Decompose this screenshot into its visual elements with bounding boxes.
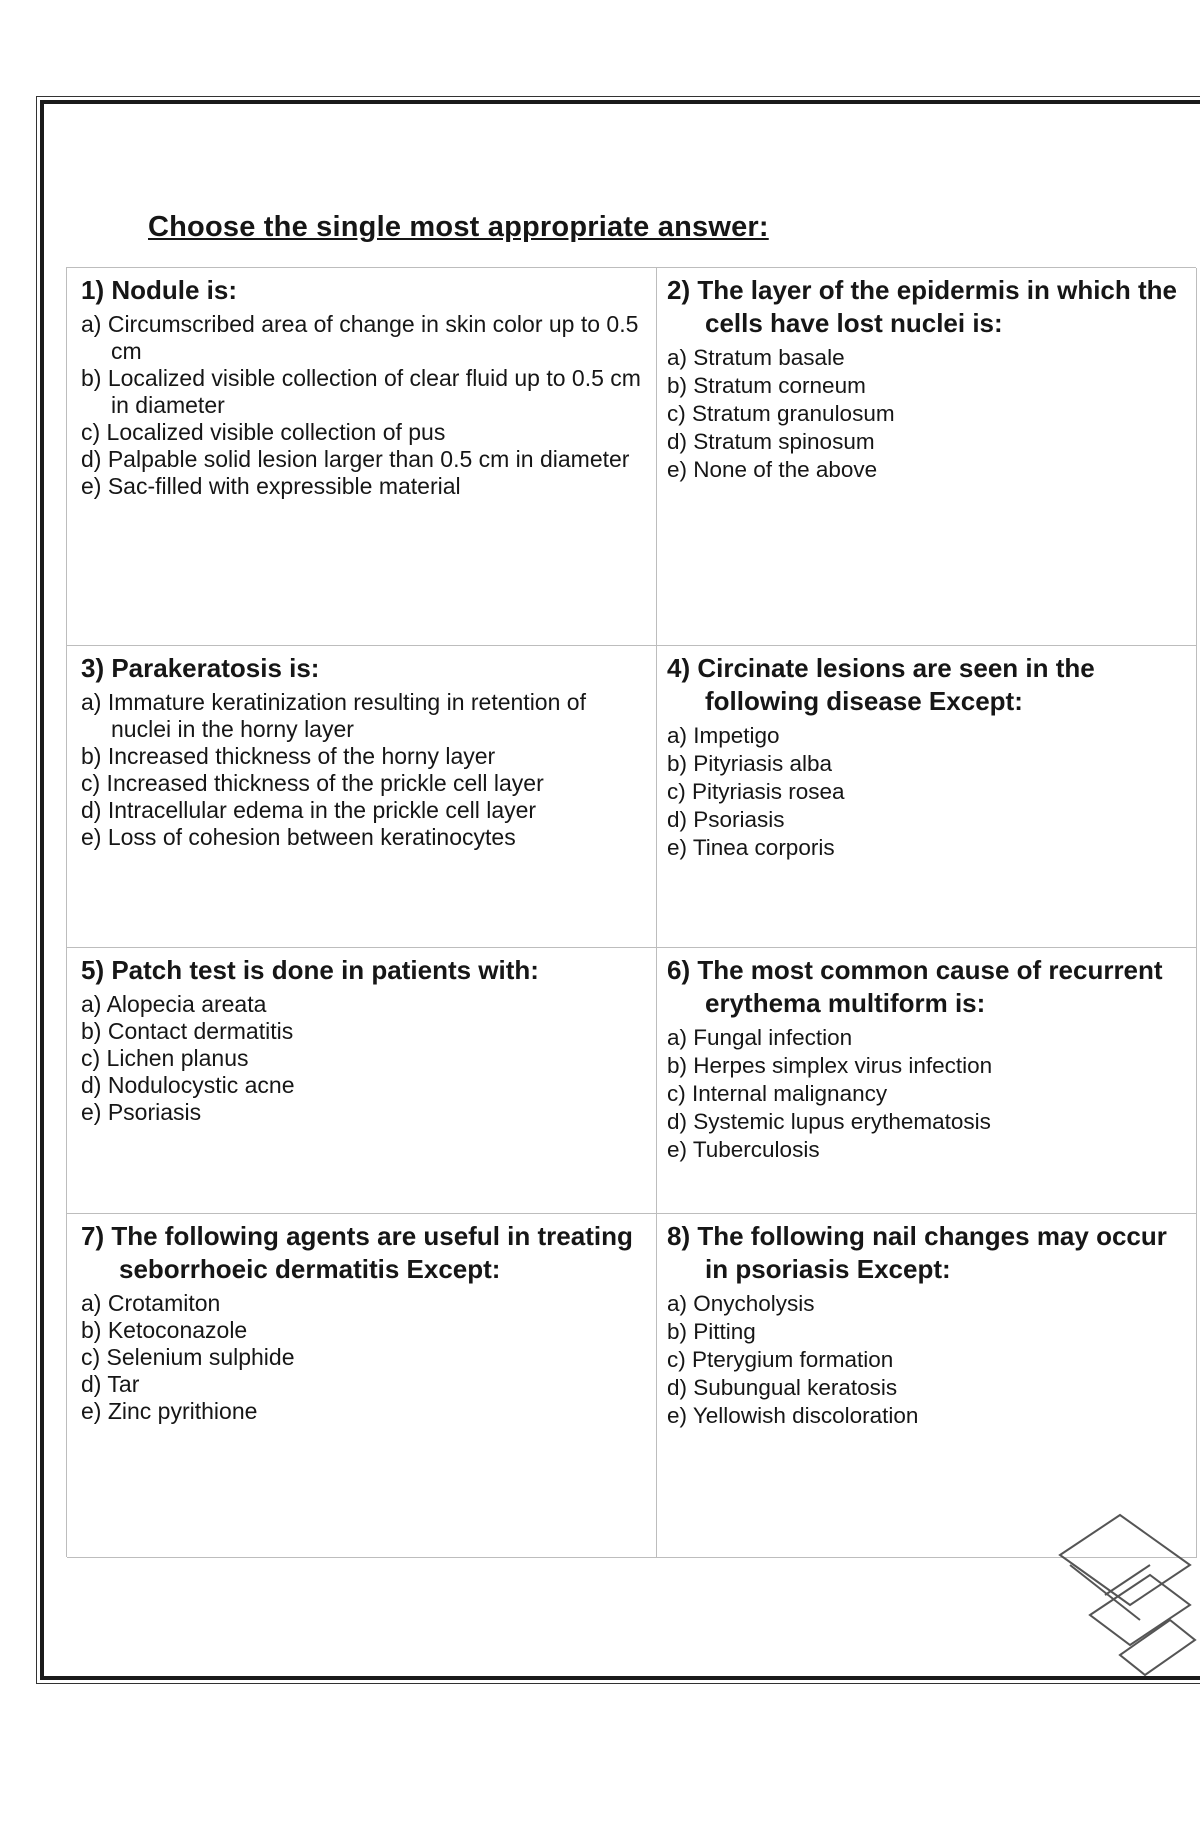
answer-option: a) Immature keratinization resulting in retention of nuclei in the horny layer — [81, 689, 586, 742]
answer-option: e) Psoriasis — [81, 1099, 202, 1125]
answer-option: c) Pterygium formation — [667, 1347, 894, 1372]
question-title: 7) The following agents are useful in treating seborrhoeic dermatitis Except: — [81, 1221, 633, 1284]
answer-option: a) Crotamiton — [81, 1290, 221, 1316]
answer-option: b) Pitting — [667, 1319, 756, 1344]
answer-option: d) Tar — [81, 1371, 140, 1397]
answer-option: d) Palpable solid lesion larger than 0.5 cm in diameter — [81, 446, 630, 472]
answer-option: a) Stratum basale — [667, 345, 845, 370]
answer-option: e) Sac-filled with expressible material — [81, 473, 461, 499]
answer-option: b) Herpes simplex virus infection — [667, 1053, 993, 1078]
answer-option: b) Pityriasis alba — [667, 751, 833, 776]
answer-option: e) None of the above — [667, 457, 878, 482]
answer-option: a) Impetigo — [667, 723, 780, 748]
question-title: 2) The layer of the epidermis in which the cells have lost nuclei is: — [667, 275, 1177, 338]
question-5 — [67, 948, 657, 1214]
answer-option: e) Loss of cohesion between keratinocytes — [81, 824, 516, 850]
question-3 — [67, 646, 657, 948]
question-grid — [66, 267, 1196, 1557]
answer-option: d) Psoriasis — [667, 807, 785, 832]
answer-option: e) Yellowish discoloration — [667, 1403, 919, 1428]
answer-option: a) Onycholysis — [667, 1291, 815, 1316]
answer-option: e) Tinea corporis — [667, 835, 835, 860]
answer-option: b) Ketoconazole — [81, 1317, 248, 1343]
answer-option: e) Zinc pyrithione — [81, 1398, 258, 1424]
question-7 — [67, 1214, 657, 1558]
question-title: 1) Nodule is: — [81, 275, 238, 305]
answer-option: a) Alopecia areata — [81, 991, 267, 1017]
answer-option: c) Localized visible collection of pus — [81, 419, 446, 445]
answer-option: d) Systemic lupus erythematosis — [667, 1109, 991, 1134]
answer-option: b) Stratum corneum — [667, 373, 866, 398]
answer-option: b) Increased thickness of the horny layer — [81, 743, 496, 769]
question-title: 5) Patch test is done in patients with: — [81, 955, 539, 985]
answer-option: c) Internal malignancy — [667, 1081, 888, 1106]
answer-option: d) Subungual keratosis — [667, 1375, 898, 1400]
stamp-mark — [1050, 1495, 1200, 1685]
answer-option: b) Localized visible collection of clear fluid up to 0.5 cm in diameter — [81, 365, 641, 418]
answer-option: d) Nodulocystic acne — [81, 1072, 295, 1098]
answer-option: d) Intracellular edema in the prickle cell layer — [81, 797, 537, 823]
question-title: 3) Parakeratosis is: — [81, 653, 320, 683]
answer-option: a) Circumscribed area of change in skin color up to 0.5 cm — [81, 311, 639, 364]
question-2 — [657, 268, 1197, 646]
answer-option: c) Lichen planus — [81, 1045, 249, 1071]
answer-option: c) Selenium sulphide — [81, 1344, 295, 1370]
answer-option: c) Stratum granulosum — [667, 401, 895, 426]
answer-option: c) Pityriasis rosea — [667, 779, 845, 804]
answer-option: b) Contact dermatitis — [81, 1018, 294, 1044]
question-title: 6) The most common cause of recurrent erythema multiform is: — [667, 955, 1163, 1018]
answer-option: e) Tuberculosis — [667, 1137, 820, 1162]
question-title: 8) The following nail changes may occur in psoriasis Except: — [667, 1221, 1167, 1284]
answer-option: c) Increased thickness of the prickle cell layer — [81, 770, 544, 796]
question-4 — [657, 646, 1197, 948]
answer-option: d) Stratum spinosum — [667, 429, 875, 454]
question-title: 4) Circinate lesions are seen in the following disease Except: — [667, 653, 1095, 716]
question-6 — [657, 948, 1197, 1214]
page-heading: Choose the single most appropriate answer: — [148, 211, 769, 243]
answer-option: a) Fungal infection — [667, 1025, 853, 1050]
question-1 — [67, 268, 657, 646]
